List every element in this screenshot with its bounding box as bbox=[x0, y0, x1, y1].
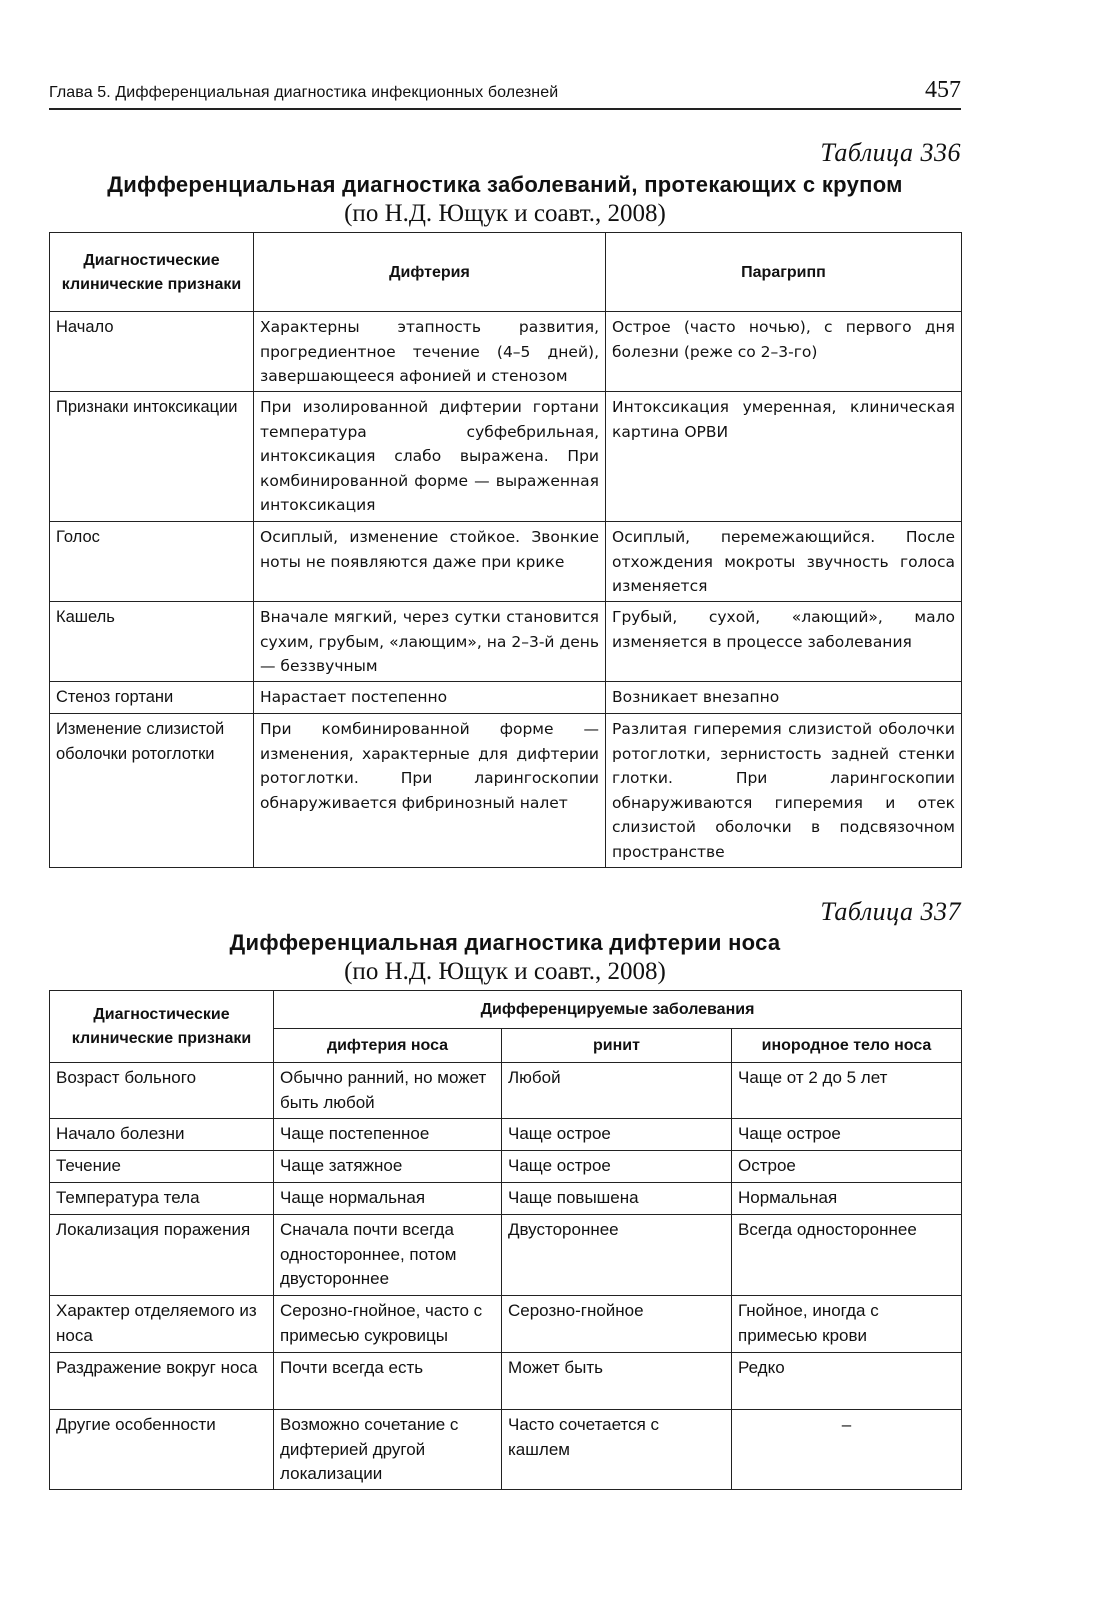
row-label: Голос bbox=[50, 522, 254, 602]
row-label: Кашель bbox=[50, 602, 254, 682]
cell: Сначала почти всегда одностороннее, потом двустороннее bbox=[274, 1215, 502, 1296]
table-row bbox=[50, 1410, 962, 1490]
cell: Гнойное, иногда с примесью крови bbox=[732, 1296, 962, 1353]
cell: Серозно-гнойное bbox=[502, 1296, 732, 1353]
row-label: Изменение слизистой оболочки ротоглотки bbox=[50, 714, 254, 868]
row-label: Другие особенности bbox=[50, 1410, 274, 1490]
parainfluenza-cell: Возникает внезапно bbox=[606, 682, 962, 714]
header-cell-diphtheria: Дифтерия bbox=[254, 233, 606, 312]
table-337 bbox=[49, 990, 962, 1490]
table-row bbox=[50, 1296, 962, 1353]
row-label: Начало bbox=[50, 312, 254, 392]
diphtheria-cell: Нарастает постепенно bbox=[254, 682, 606, 714]
header-cell-signs: Диагностические клинические признаки bbox=[50, 991, 274, 1063]
row-label: Возраст больного bbox=[50, 1063, 274, 1119]
table-row bbox=[50, 1215, 962, 1296]
parainfluenza-cell: Осиплый, перемежающийся. После отхождения мокроты звучность голоса изменяется bbox=[606, 522, 962, 602]
table-row bbox=[50, 1063, 962, 1119]
table-row bbox=[50, 714, 962, 868]
table-337-title: Дифференциальная диагностика дифтерии носа bbox=[229, 930, 781, 955]
cell: Обычно ранний, но может быть любой bbox=[274, 1063, 502, 1119]
cell: Чаще повышена bbox=[502, 1183, 732, 1215]
subheader-nasal-diphtheria: дифтерия носа bbox=[274, 1029, 502, 1063]
cell: – bbox=[732, 1410, 962, 1490]
cell: Чаще затяжное bbox=[274, 1151, 502, 1183]
table-row bbox=[50, 522, 962, 602]
cell: Редко bbox=[732, 1353, 962, 1410]
cell: Может быть bbox=[502, 1353, 732, 1410]
subheader-foreign-body: инородное тело носа bbox=[732, 1029, 962, 1063]
header-cell-signs: Диагностические клинические признаки bbox=[50, 233, 254, 312]
diphtheria-cell: При изолированной дифтерии гортани температура субфебрильная, интоксикация слабо выражена. При комбинированной форме — выраженная интоксикация bbox=[254, 392, 606, 522]
diphtheria-cell: Вначале мягкий, через сутки становится сухим, грубым, «лающим», на 2–3-й день — беззвучным bbox=[254, 602, 606, 682]
cell: Нормальная bbox=[732, 1183, 962, 1215]
table-336-label: Таблица 336 bbox=[820, 138, 961, 167]
header-cell-group: Дифференцируемые заболевания bbox=[274, 991, 962, 1029]
cell: Часто сочетается с кашлем bbox=[502, 1410, 732, 1490]
table-row bbox=[50, 1353, 962, 1410]
cell: Возможно сочетание с дифтерией другой локализации bbox=[274, 1410, 502, 1490]
table-header-row bbox=[50, 991, 962, 1029]
row-label: Начало болезни bbox=[50, 1119, 274, 1151]
cell: Чаще острое bbox=[502, 1119, 732, 1151]
table-336-title: Дифференциальная диагностика заболеваний, протекающих с крупом bbox=[107, 172, 903, 197]
cell: Чаще постепенное bbox=[274, 1119, 502, 1151]
parainfluenza-cell: Острое (часто ночью), с первого дня болезни (реже со 2–3-го) bbox=[606, 312, 962, 392]
row-label: Характер отделяемого из носа bbox=[50, 1296, 274, 1353]
cell: Почти всегда есть bbox=[274, 1353, 502, 1410]
table-row bbox=[50, 602, 962, 682]
table-337-label: Таблица 337 bbox=[820, 897, 961, 926]
row-label: Признаки интоксикации bbox=[50, 392, 254, 522]
cell: Чаще от 2 до 5 лет bbox=[732, 1063, 962, 1119]
table-row bbox=[50, 312, 962, 392]
cell: Острое bbox=[732, 1151, 962, 1183]
table-row bbox=[50, 1151, 962, 1183]
page-header bbox=[49, 78, 961, 110]
table-336 bbox=[49, 232, 962, 868]
table-336-source: (по Н.Д. Ющук и соавт., 2008) bbox=[344, 200, 666, 227]
parainfluenza-cell: Разлитая гиперемия слизистой оболочки ротоглотки, зернистость задней стенки глотки. При ларингоскопии обнаруживаются гиперемия и отек слизистой оболочки в подсвязочном пространстве bbox=[606, 714, 962, 868]
cell: Всегда одностороннее bbox=[732, 1215, 962, 1296]
table-row bbox=[50, 1119, 962, 1151]
diphtheria-cell: Характерны этапность развития, прогредиентное течение (4–5 дней), завершающееся афонией и стенозом bbox=[254, 312, 606, 392]
cell: Двустороннее bbox=[502, 1215, 732, 1296]
cell: Чаще острое bbox=[502, 1151, 732, 1183]
parainfluenza-cell: Интоксикация умеренная, клиническая картина ОРВИ bbox=[606, 392, 962, 522]
cell: Серозно-гнойное, часто с примесью сукровицы bbox=[274, 1296, 502, 1353]
row-label: Стеноз гортани bbox=[50, 682, 254, 714]
page-number: 457 bbox=[925, 77, 961, 103]
table-row bbox=[50, 392, 962, 522]
row-label: Течение bbox=[50, 1151, 274, 1183]
subheader-rhinitis: ринит bbox=[502, 1029, 732, 1063]
cell: Любой bbox=[502, 1063, 732, 1119]
row-label: Температура тела bbox=[50, 1183, 274, 1215]
header-cell-parainfluenza: Парагрипп bbox=[606, 233, 962, 312]
cell: Чаще острое bbox=[732, 1119, 962, 1151]
table-row bbox=[50, 1183, 962, 1215]
diphtheria-cell: Осиплый, изменение стойкое. Звонкие ноты не появляются даже при крике bbox=[254, 522, 606, 602]
parainfluenza-cell: Грубый, сухой, «лающий», мало изменяется в процессе заболевания bbox=[606, 602, 962, 682]
table-header-row bbox=[50, 233, 962, 312]
chapter-title: Глава 5. Дифференциальная диагностика инфекционных болезней bbox=[49, 84, 559, 101]
row-label: Локализация поражения bbox=[50, 1215, 274, 1296]
diphtheria-cell: При комбинированной форме — изменения, характерные для дифтерии ротоглотки. При ларингоскопии обнаруживается фибринозный налет bbox=[254, 714, 606, 868]
cell: Чаще нормальная bbox=[274, 1183, 502, 1215]
table-337-source: (по Н.Д. Ющук и соавт., 2008) bbox=[344, 958, 666, 985]
row-label: Раздражение вокруг носа bbox=[50, 1353, 274, 1410]
table-row bbox=[50, 682, 962, 714]
